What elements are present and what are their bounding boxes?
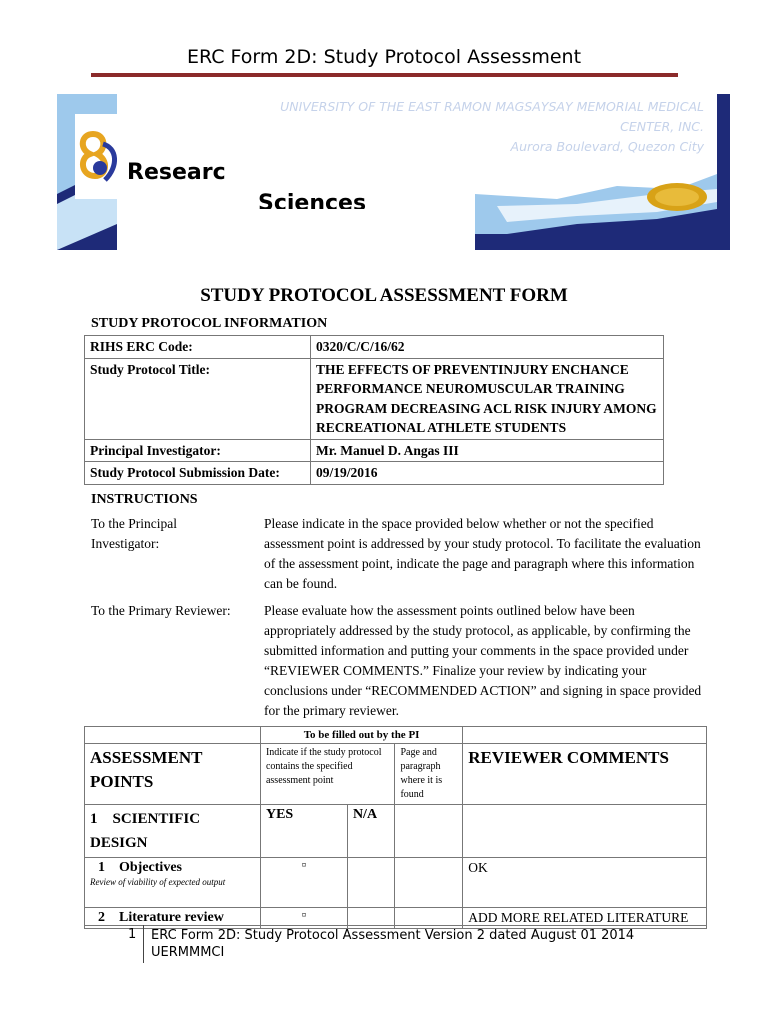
study-info-heading: STUDY PROTOCOL INFORMATION (91, 316, 328, 331)
section-number: 1 (90, 811, 98, 827)
research-label: Researc (127, 160, 226, 185)
yes-checkbox[interactable]: ¤ (260, 908, 347, 929)
assessment-table (84, 726, 707, 929)
table-row (85, 358, 664, 439)
page-number: 1 (128, 927, 137, 942)
info-label: RIHS ERC Code: (85, 336, 311, 359)
university-name-line2: CENTER, INC. (620, 119, 704, 134)
info-label: Principal Investigator: (85, 439, 311, 462)
table-row (85, 439, 664, 462)
instructions-heading: INSTRUCTIONS (91, 492, 198, 507)
footer-rule (84, 925, 707, 926)
table-row (85, 462, 664, 485)
page-paragraph-field[interactable] (395, 858, 463, 908)
yes-checkbox[interactable]: ¤ (260, 858, 347, 908)
item-number: 2 (98, 910, 105, 925)
reviewer-instruction-text: Please evaluate how the assessment points outlined below have been appropriately addressed by the study protocol, as applicable, by confirming the submitted information and putting your comments in the space provided under “REVIEWER COMMENTS.” Finalize your review by indicating your conclusions under “RECOMMENDED ACTION” and signing in space provided for the primary reviewer. (264, 603, 702, 718)
indicate-header: Indicate if the study protocol contains the specified assessment point (260, 744, 395, 805)
table-row (85, 727, 707, 744)
study-info-table (84, 335, 664, 485)
na-label: N/A (347, 805, 395, 858)
reviewer-comment: OK (463, 858, 707, 908)
section-label: SCIENTIFIC DESIGN (90, 811, 201, 851)
sciences-label: Sciences (258, 191, 367, 209)
reviewer-instruction-label: To the Primary Reviewer: (91, 603, 231, 618)
assessment-points-header: ASSESSMENT POINTS (85, 744, 261, 805)
reviewer-comments-header: REVIEWER COMMENTS (463, 744, 707, 805)
page-paragraph-header: Page and paragraph where it is found (395, 744, 463, 805)
table-row (85, 858, 707, 908)
blank-cell (395, 805, 463, 858)
info-label: Study Protocol Submission Date: (85, 462, 311, 485)
info-value: 0320/C/C/16/62 (311, 336, 664, 359)
info-value: Mr. Manuel D. Angas III (311, 439, 664, 462)
footer-text: ERC Form 2D: Study Protocol Assessment Version 2 dated August 01 2014 UERMMMCI (151, 928, 635, 960)
item-label: Objectives (119, 860, 182, 875)
table-row (85, 336, 664, 359)
footer-divider (143, 925, 144, 963)
university-address: Aurora Boulevard, Quezon City (510, 139, 704, 154)
pi-fill-header: To be filled out by the PI (260, 727, 462, 744)
pi-instruction-label: To the Principal Investigator: (91, 516, 178, 551)
item-title (90, 860, 255, 876)
reviewer-comment: ADD MORE RELATED LITERATURE (463, 908, 707, 929)
na-checkbox[interactable] (347, 858, 395, 908)
item-label: Literature review (119, 910, 224, 925)
blank-cell (85, 727, 261, 744)
info-label: Study Protocol Title: (85, 358, 311, 439)
header-rule (91, 73, 678, 77)
info-value: 09/19/2016 (311, 462, 664, 485)
table-row (85, 744, 707, 805)
table-row (85, 805, 707, 858)
item-number: 1 (98, 860, 105, 875)
blank-cell (463, 805, 707, 858)
assessment-item (85, 858, 261, 908)
info-value: THE EFFECTS OF PREVENTINJURY ENCHANCE PERFORMANCE NEUROMUSCULAR TRAINING PROGRAM DECREASING ACL RISK INJURY AMONG RECREATIONAL ATHLETE STUDENTS (311, 358, 664, 439)
form-title: STUDY PROTOCOL ASSESSMENT FORM (200, 285, 568, 306)
item-note: Review of viability of expected output (90, 877, 226, 887)
blank-cell (463, 727, 707, 744)
section-cell (85, 805, 261, 858)
university-header (232, 97, 704, 157)
document-header-title: ERC Form 2D: Study Protocol Assessment (186, 46, 582, 68)
pi-instruction-text: Please indicate in the space provided below whether or not the specified assessment point is addressed by your study protocol. To facilitate the evaluation of the assessment point, indicate the page and paragraph where this information can be found. (264, 516, 701, 591)
yes-label: YES (260, 805, 347, 858)
university-name-line1: UNIVERSITY OF THE EAST RAMON MAGSAYSAY MEMORIAL MEDICAL (280, 99, 704, 114)
